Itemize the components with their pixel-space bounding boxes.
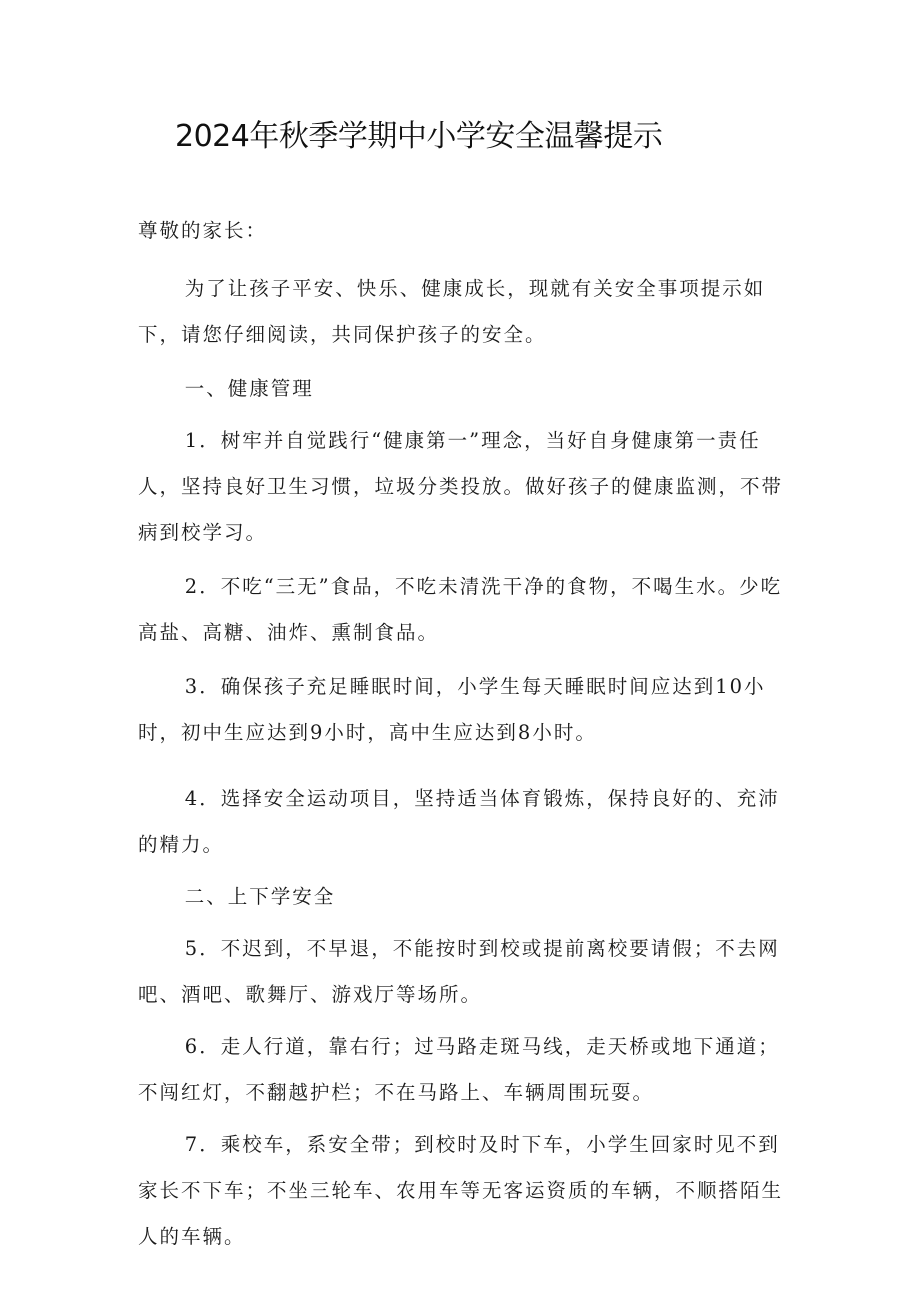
intro-paragraph: 为了让孩子平安、快乐、健康成长，现就有关安全事项提示如下，请您仔细阅读，共同保护孩子的安全。 [138, 277, 766, 346]
list-item: 4．选择安全运动项目，坚持适当体育锻炼，保持良好的、充沛的精力。 [138, 787, 780, 856]
section-heading-health: 一、健康管理 [184, 377, 314, 400]
list-item: 3．确保孩子充足睡眠时间，小学生每天睡眠时间应达到10小时，初中生应达到9小时，高中生应达到8小时。 [138, 675, 766, 744]
list-item: 1．树牢并自觉践行“健康第一”理念，当好自身健康第一责任人，坚持良好卫生习惯，垃圾分类投放。做好孩子的健康监测，不带病到校学习。 [138, 429, 784, 544]
list-item: 7．乘校车，系安全带；到校时及时下车，小学生回家时见不到家长不下车；不坐三轮车、农用车等无客运资质的车辆，不顺搭陌生人的车辆。 [138, 1133, 784, 1248]
section-heading-commute: 二、上下学安全 [184, 885, 336, 908]
salutation: 尊敬的家长： [138, 219, 268, 242]
list-item: 6．走人行道，靠右行；过马路走斑马线，走天桥或地下通道；不闯红灯，不翻越护栏；不在马路上、车辆周围玩耍。 [138, 1035, 780, 1104]
document-body [138, 208, 798, 1260]
document-title: 2024年秋季学期中小学安全温馨提示 [175, 119, 663, 154]
list-item: 2．不吃“三无”食品，不吃未清洗干净的食物，不喝生水。少吃高盐、高糖、油炸、熏制食品。 [138, 575, 783, 644]
list-item: 5．不迟到，不早退，不能按时到校或提前离校要请假；不去网吧、酒吧、歌舞厅、游戏厅等场所。 [138, 937, 780, 1006]
